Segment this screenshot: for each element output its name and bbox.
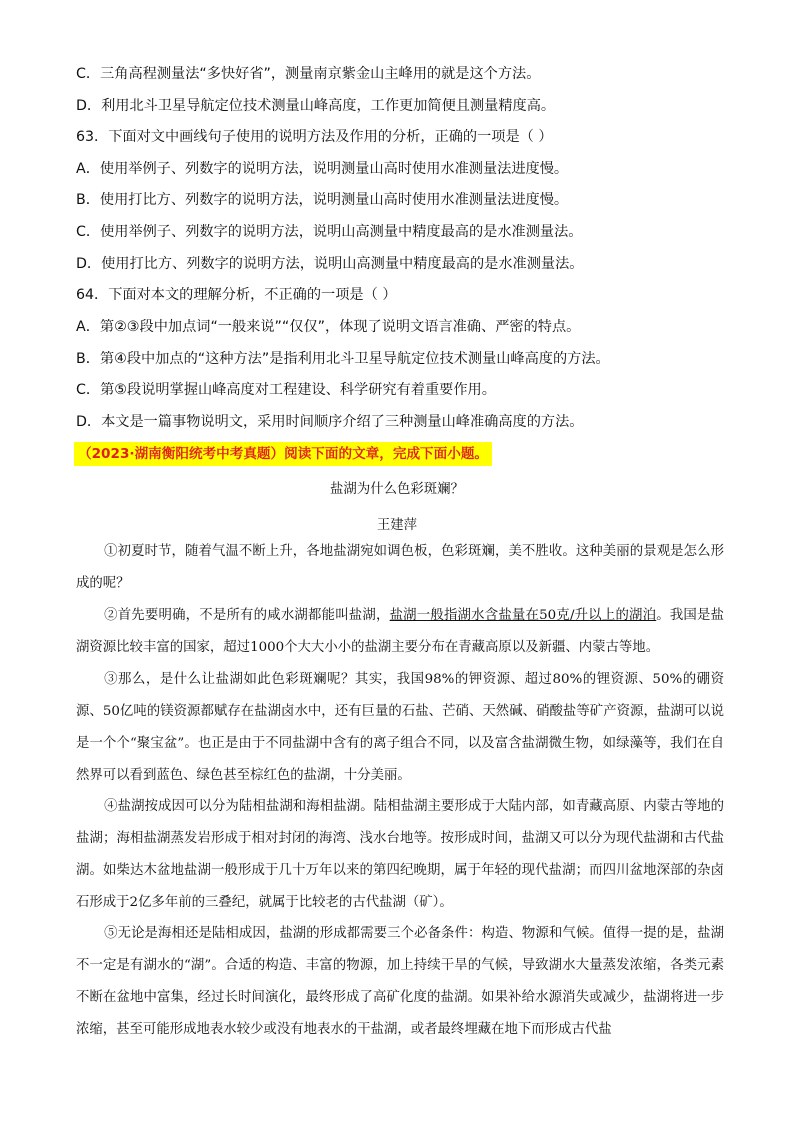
article-author: 王建萍 bbox=[376, 518, 418, 533]
question-63-stem: 63．下面对文中画线句子使用的说明方法及作用的分析，正确的一项是（ ） bbox=[76, 129, 553, 145]
source-note: （2023·湖南衡阳统考中考真题）阅读下面的文章，完成下面小题。 bbox=[78, 446, 489, 462]
question-64-stem: 64．下面对本文的理解分析，不正确的一项是（ ） bbox=[76, 287, 397, 303]
question-63-option-c: C．使用举例子、列数字的说明方法，说明山高测量中精度最高的是水准测量法。 bbox=[76, 224, 583, 240]
source-note-highlight bbox=[74, 442, 492, 466]
paragraph-2 bbox=[76, 600, 724, 664]
option-c-top: C．三角高程测量法“多快好省”，测量南京紫金山主峰用的就是这个方法。 bbox=[76, 66, 541, 82]
paragraph-2-start: ②首先要明确，不是所有的咸水湖都能叫盐湖， bbox=[104, 608, 390, 623]
paragraph-4: ④盐湖按成因可以分为陆相盐湖和海相盐湖。陆相盐湖主要形成于大陆内部，如青藏高原、内蒙古等地的盐湖；海相盐湖蒸发岩形成于相对封闭的海湾、浅水台地等。按形成时间，盐湖又可以分为现代盐湖和古代盐湖。如柴达木盆地盐湖一般形成于几十万年以来的第四纪晚期，属于年轻的现代盐湖；而四川盆地深部的杂卤石形成于2亿多年前的三叠纪，就属于比较老的古代盐湖（矿）。 bbox=[76, 799, 724, 910]
paragraph-1: ①初夏时节，随着气温不断上升，各地盐湖宛如调色板，色彩斑斓，美不胜收。这种美丽的景观是怎么形成的呢？ bbox=[76, 544, 724, 591]
question-63-option-a: A．使用举例子、列数字的说明方法，说明测量山高时使用水准测量法进度慢。 bbox=[76, 161, 569, 177]
question-64-option-a: A．第②③段中加点词“一般来说”“仅仅”，体现了说明文语言准确、严密的特点。 bbox=[76, 319, 581, 335]
question-64-option-b: B．第④段中加点的“这种方法”是指利用北斗卫星导航定位技术测量山峰高度的方法。 bbox=[76, 351, 610, 367]
question-63-option-d: D．使用打比方、列数字的说明方法，说明山高测量中精度最高的是水准测量法。 bbox=[76, 256, 584, 272]
question-64-option-c: C．第⑤段说明掌握山峰高度对工程建设、科学研究有着重要作用。 bbox=[76, 382, 496, 398]
option-d-top: D．利用北斗卫星导航定位技术测量山峰高度，工作更加简便且测量精度高。 bbox=[76, 98, 556, 114]
paragraph-3: ③那么，是什么让盐湖如此色彩斑斓呢？其实，我国98%的钾资源、超过80%的锂资源、50%的硼资源、50亿吨的镁资源都赋存在盐湖卤水中，还有巨量的石盐、芒硝、天然碱、硝酸盐等矿产资源，盐湖可以说是一个个“聚宝盆”。也正是由于不同盐湖中含有的离子组合不同，以及富含盐湖微生物，如绿藻等，我们在自然界可以看到蓝色、绿色甚至棕红色的盐湖，十分美丽。 bbox=[76, 672, 724, 783]
question-64-option-d: D．本文是一篇事物说明文，采用时间顺序介绍了三种测量山峰准确高度的方法。 bbox=[76, 414, 584, 430]
paragraph-5: ⑤无论是海相还是陆相成因，盐湖的形成都需要三个必备条件：构造、物源和气候。值得一提的是，盐湖不一定是有湖水的“湖”。合适的构造、丰富的物源，加上持续干旱的气候，导致湖水大量蒸发浓缩，各类元素不断在盆地中富集，经过长时间演化，最终形成了高矿化度的盐湖。如果补给水源消失或减少，盐湖将进一步浓缩，甚至可能形成地表水较少或没有地表水的干盐湖，或者最终埋藏在地下而形成古代盐 bbox=[76, 926, 724, 1037]
paragraph-2-underlined-sentence: 盐湖一般指湖水含盐量在50克/升以上的湖泊 bbox=[389, 608, 657, 623]
paragraph-2-end: 。我国是盐湖资源比较丰富的国家，超过1000个大大小小的盐湖主要分布在青藏高原以及新疆、内蒙古等地。 bbox=[76, 608, 724, 655]
article-title: 盐湖为什么色彩斑斓？ bbox=[330, 482, 464, 497]
question-63-option-b: B．使用打比方、列数字的说明方法，说明测量山高时使用水准测量法进度慢。 bbox=[76, 192, 569, 208]
